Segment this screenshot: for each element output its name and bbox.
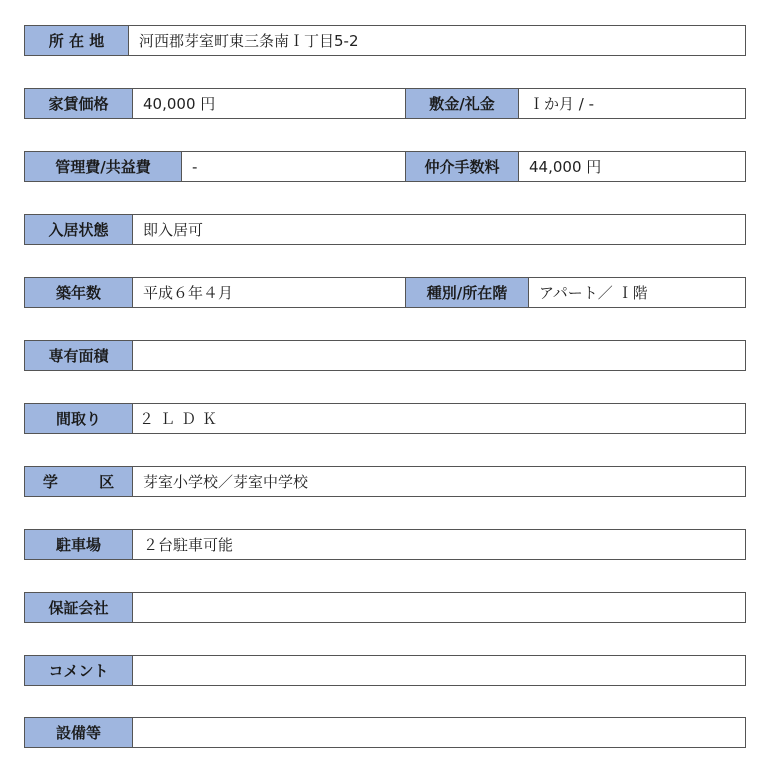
rent-value: 40,000 円 xyxy=(143,95,216,113)
row-built xyxy=(24,277,746,308)
row-address xyxy=(24,25,746,56)
comment-label: コメント xyxy=(25,656,133,685)
brokerage-fee-label: 仲介手数料 xyxy=(405,152,519,181)
row-equipment xyxy=(24,717,746,748)
built-label: 築年数 xyxy=(25,278,133,307)
guarantor-label: 保証会社 xyxy=(25,593,133,622)
row-parking xyxy=(24,529,746,560)
school-district-label: 学 区 xyxy=(25,467,133,496)
brokerage-fee-value: 44,000 円 xyxy=(529,158,602,176)
area-label: 専有面積 xyxy=(25,341,133,370)
management-fee-label: 管理費/共益費 xyxy=(25,152,182,181)
school-district-value: 芽室小学校／芽室中学校 xyxy=(143,473,309,491)
comment-value xyxy=(133,656,745,685)
address-value: 河西郡芽室町東三条南Ｉ丁目5-2 xyxy=(139,32,359,50)
row-area xyxy=(24,340,746,371)
built-value: 平成６年４月 xyxy=(143,284,234,302)
guarantor-value xyxy=(133,593,745,622)
row-guarantor xyxy=(24,592,746,623)
deposit-label: 敷金/礼金 xyxy=(405,89,519,118)
layout-label: 間取り xyxy=(25,404,133,433)
type-floor-label: 種別/所在階 xyxy=(405,278,529,307)
area-value xyxy=(133,341,745,370)
row-management-fee xyxy=(24,151,746,182)
type-floor-value: アパート／ Ｉ階 xyxy=(539,284,648,302)
layout-value: ２ＬＤＫ xyxy=(139,410,224,428)
management-fee-value: - xyxy=(192,157,198,176)
equipment-label: 設備等 xyxy=(25,718,133,747)
rent-label: 家賃価格 xyxy=(25,89,133,118)
address-label: 所 在 地 xyxy=(25,26,129,55)
row-move-in xyxy=(24,214,746,245)
move-in-label: 入居状態 xyxy=(25,215,133,244)
row-layout xyxy=(24,403,746,434)
row-rent xyxy=(24,88,746,119)
deposit-value: Ｉか月 / - xyxy=(529,95,595,113)
equipment-value xyxy=(133,718,745,747)
parking-label: 駐車場 xyxy=(25,530,133,559)
move-in-value: 即入居可 xyxy=(143,221,204,239)
row-school-district xyxy=(24,466,746,497)
row-comment xyxy=(24,655,746,686)
parking-value: ２台駐車可能 xyxy=(143,536,234,554)
